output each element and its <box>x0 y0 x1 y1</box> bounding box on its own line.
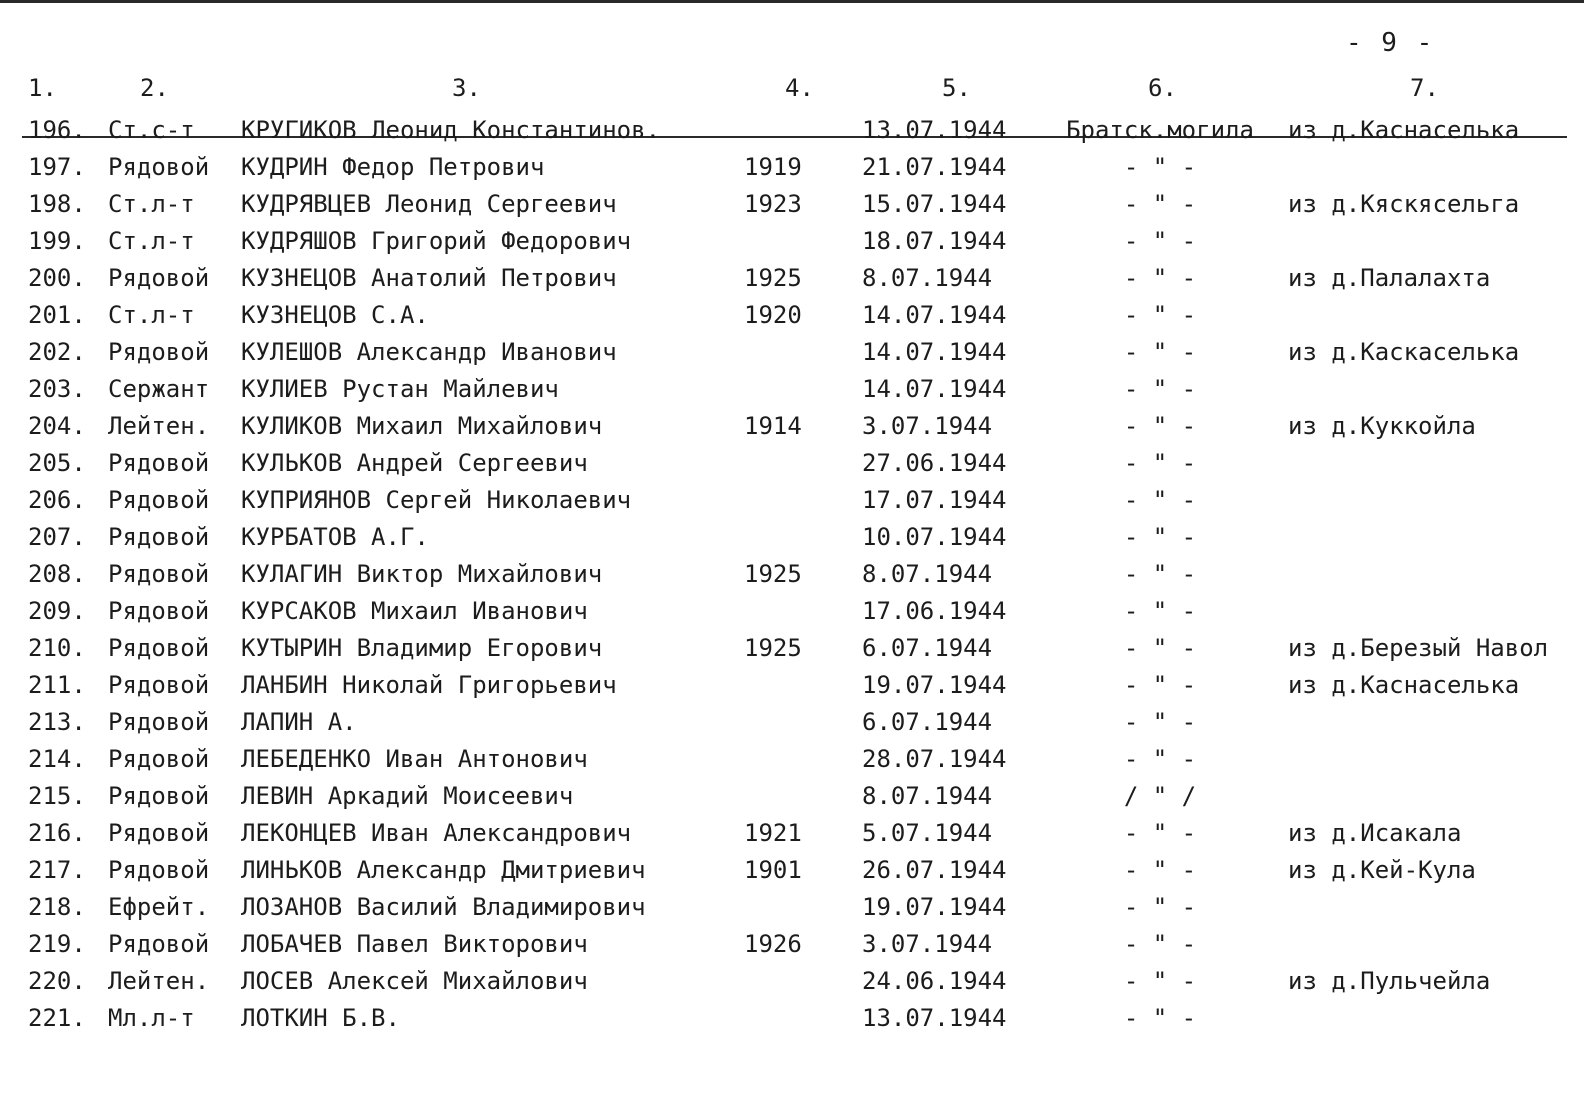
record-row <box>0 371 1584 408</box>
record-burial-place: - " - <box>1123 560 1197 588</box>
record-burial-place: - " - <box>1123 190 1197 218</box>
record-birth-year: 1925 <box>744 634 802 662</box>
column-header-5: 5. <box>942 74 971 102</box>
record-name: КУДРЯВЦЕВ Леонид Сергеевич <box>241 190 617 218</box>
top-edge-rule <box>0 0 1584 3</box>
record-number: 210. <box>28 634 86 662</box>
record-row <box>0 741 1584 778</box>
record-name: ЛОТКИН Б.В. <box>241 1004 400 1032</box>
record-row <box>0 260 1584 297</box>
record-rank: Лейтен. <box>108 967 210 995</box>
record-origin: из д.Пульчейла <box>1288 967 1491 995</box>
record-date: 15.07.1944 <box>862 190 1007 218</box>
record-rank: Рядовой <box>108 745 210 773</box>
record-date: 13.07.1944 <box>862 1004 1007 1032</box>
record-rank: Рядовой <box>108 708 210 736</box>
record-number: 209. <box>28 597 86 625</box>
record-burial-place: - " - <box>1123 634 1197 662</box>
record-rank: Рядовой <box>108 634 210 662</box>
record-birth-year: 1919 <box>744 153 802 181</box>
record-rank: Рядовой <box>108 486 210 514</box>
record-name: КУЛЬКОВ Андрей Сергеевич <box>241 449 588 477</box>
column-header-4: 4. <box>785 74 814 102</box>
record-date: 21.07.1944 <box>862 153 1007 181</box>
column-header-6: 6. <box>1148 74 1177 102</box>
record-number: 220. <box>28 967 86 995</box>
record-row <box>0 112 1584 149</box>
record-burial-place: - " - <box>1123 967 1197 995</box>
column-header-2: 2. <box>140 74 169 102</box>
record-name: КУРСАКОВ Михаил Иванович <box>241 597 588 625</box>
record-rank: Рядовой <box>108 782 210 810</box>
record-name: КУРБАТОВ А.Г. <box>241 523 429 551</box>
record-birth-year: 1921 <box>744 819 802 847</box>
record-burial-place: - " - <box>1123 375 1197 403</box>
record-row <box>0 889 1584 926</box>
record-rank: Ст.л-т <box>108 227 195 255</box>
record-rank: Рядовой <box>108 264 210 292</box>
record-number: 219. <box>28 930 86 958</box>
record-number: 201. <box>28 301 86 329</box>
record-row <box>0 556 1584 593</box>
record-name: КУДРИН Федор Петрович <box>241 153 545 181</box>
record-origin: из д.Каснаселька <box>1288 116 1520 144</box>
record-origin: из д.Каскаселька <box>1288 338 1520 366</box>
record-name: ЛАПИН А. <box>241 708 357 736</box>
record-origin: из д.Куккойла <box>1288 412 1476 440</box>
record-name: ЛОБАЧЕВ Павел Викторович <box>241 930 588 958</box>
record-burial-place: - " - <box>1123 412 1197 440</box>
record-date: 8.07.1944 <box>862 782 993 810</box>
record-rank: Рядовой <box>108 560 210 588</box>
record-birth-year: 1901 <box>744 856 802 884</box>
record-number: 217. <box>28 856 86 884</box>
record-name: КРУГИКОВ Леонид Константинов. <box>241 116 661 144</box>
record-row <box>0 519 1584 556</box>
record-origin: из д.Березый Навол <box>1288 634 1549 662</box>
record-number: 218. <box>28 893 86 921</box>
record-origin: из д.Кей-Кула <box>1288 856 1476 884</box>
column-header-1: 1. <box>28 74 57 102</box>
record-date: 14.07.1944 <box>862 301 1007 329</box>
record-date: 27.06.1944 <box>862 449 1007 477</box>
record-row <box>0 852 1584 889</box>
record-burial-place: - " - <box>1123 486 1197 514</box>
record-burial-place: - " - <box>1123 745 1197 773</box>
record-number: 211. <box>28 671 86 699</box>
record-row <box>0 334 1584 371</box>
record-row <box>0 445 1584 482</box>
record-birth-year: 1925 <box>744 560 802 588</box>
record-name: ЛЕВИН Аркадий Моисеевич <box>241 782 574 810</box>
record-date: 3.07.1944 <box>862 412 993 440</box>
record-burial-place: - " - <box>1123 449 1197 477</box>
record-date: 8.07.1944 <box>862 264 993 292</box>
record-row <box>0 704 1584 741</box>
record-date: 14.07.1944 <box>862 375 1007 403</box>
record-date: 13.07.1944 <box>862 116 1007 144</box>
record-name: КУЛИКОВ Михаил Михайлович <box>241 412 603 440</box>
record-date: 6.07.1944 <box>862 634 993 662</box>
record-row <box>0 1000 1584 1037</box>
record-row <box>0 778 1584 815</box>
record-birth-year: 1925 <box>744 264 802 292</box>
record-name: КУЛЕШОВ Александр Иванович <box>241 338 617 366</box>
record-name: КУЗНЕЦОВ С.А. <box>241 301 429 329</box>
record-name: КУПРИЯНОВ Сергей Николаевич <box>241 486 632 514</box>
record-rank: Сержант <box>108 375 210 403</box>
record-number: 196. <box>28 116 86 144</box>
record-number: 208. <box>28 560 86 588</box>
record-date: 14.07.1944 <box>862 338 1007 366</box>
record-origin: из д.Исакала <box>1288 819 1462 847</box>
record-date: 26.07.1944 <box>862 856 1007 884</box>
record-burial-place: - " - <box>1123 523 1197 551</box>
record-date: 3.07.1944 <box>862 930 993 958</box>
record-row <box>0 963 1584 1000</box>
page-number: - 9 - <box>1346 28 1435 58</box>
record-origin: из д.Кяскясельга <box>1288 190 1520 218</box>
record-origin: из д.Каснаселька <box>1288 671 1520 699</box>
column-header-3: 3. <box>452 74 481 102</box>
record-number: 198. <box>28 190 86 218</box>
record-date: 17.06.1944 <box>862 597 1007 625</box>
record-rank: Рядовой <box>108 338 210 366</box>
record-row <box>0 149 1584 186</box>
record-date: 19.07.1944 <box>862 893 1007 921</box>
record-rank: Рядовой <box>108 597 210 625</box>
record-row <box>0 815 1584 852</box>
record-burial-place: - " - <box>1123 153 1197 181</box>
record-rank: Рядовой <box>108 819 210 847</box>
record-burial-place: - " - <box>1123 930 1197 958</box>
record-number: 205. <box>28 449 86 477</box>
record-rank: Ст.л-т <box>108 190 195 218</box>
record-number: 200. <box>28 264 86 292</box>
record-burial-place: - " - <box>1123 597 1197 625</box>
record-number: 221. <box>28 1004 86 1032</box>
record-rank: Рядовой <box>108 671 210 699</box>
record-number: 202. <box>28 338 86 366</box>
record-rank: Лейтен. <box>108 412 210 440</box>
record-number: 213. <box>28 708 86 736</box>
record-burial-place: - " - <box>1123 301 1197 329</box>
record-row <box>0 186 1584 223</box>
record-row <box>0 667 1584 704</box>
record-row <box>0 926 1584 963</box>
record-row <box>0 408 1584 445</box>
record-birth-year: 1926 <box>744 930 802 958</box>
record-row <box>0 482 1584 519</box>
record-rank: Мл.л-т <box>108 1004 195 1032</box>
record-date: 8.07.1944 <box>862 560 993 588</box>
record-burial-place: - " - <box>1123 1004 1197 1032</box>
record-row <box>0 630 1584 667</box>
record-rank: Рядовой <box>108 930 210 958</box>
record-burial-place: - " - <box>1123 227 1197 255</box>
record-number: 216. <box>28 819 86 847</box>
record-rank: Ст.л-т <box>108 301 195 329</box>
record-name: ЛЕКОНЦЕВ Иван Александрович <box>241 819 632 847</box>
record-name: ЛОЗАНОВ Василий Владимирович <box>241 893 646 921</box>
record-burial-place: - " - <box>1123 338 1197 366</box>
record-burial-place: Братск.могила <box>1066 116 1254 144</box>
column-header-7: 7. <box>1410 74 1439 102</box>
record-burial-place: / " / <box>1123 782 1197 810</box>
record-number: 207. <box>28 523 86 551</box>
record-date: 10.07.1944 <box>862 523 1007 551</box>
record-number: 203. <box>28 375 86 403</box>
record-name: ЛОСЕВ Алексей Михайлович <box>241 967 588 995</box>
record-burial-place: - " - <box>1123 819 1197 847</box>
record-rank: Ст.с-т <box>108 116 195 144</box>
record-name: КУЗНЕЦОВ Анатолий Петрович <box>241 264 617 292</box>
record-row <box>0 223 1584 260</box>
record-date: 19.07.1944 <box>862 671 1007 699</box>
record-date: 17.07.1944 <box>862 486 1007 514</box>
record-name: КУТЫРИН Владимир Егорович <box>241 634 603 662</box>
record-burial-place: - " - <box>1123 708 1197 736</box>
record-name: КУЛАГИН Виктор Михайлович <box>241 560 603 588</box>
record-burial-place: - " - <box>1123 671 1197 699</box>
column-header-row <box>0 66 1584 102</box>
record-rank: Рядовой <box>108 153 210 181</box>
record-date: 28.07.1944 <box>862 745 1007 773</box>
record-burial-place: - " - <box>1123 264 1197 292</box>
record-row <box>0 297 1584 334</box>
record-number: 199. <box>28 227 86 255</box>
record-date: 24.06.1944 <box>862 967 1007 995</box>
record-rank: Рядовой <box>108 523 210 551</box>
record-rank: Ефрейт. <box>108 893 210 921</box>
record-origin: из д.Палалахта <box>1288 264 1491 292</box>
record-name: ЛЕБЕДЕНКО Иван Антонович <box>241 745 588 773</box>
record-burial-place: - " - <box>1123 893 1197 921</box>
record-date: 18.07.1944 <box>862 227 1007 255</box>
record-birth-year: 1923 <box>744 190 802 218</box>
record-name: ЛАНБИН Николай Григорьевич <box>241 671 617 699</box>
record-burial-place: - " - <box>1123 856 1197 884</box>
record-name: ЛИНЬКОВ Александр Дмитриевич <box>241 856 646 884</box>
record-name: КУДРЯШОВ Григорий Федорович <box>241 227 632 255</box>
record-rank: Рядовой <box>108 856 210 884</box>
record-birth-year: 1914 <box>744 412 802 440</box>
record-name: КУЛИЕВ Рустан Майлевич <box>241 375 559 403</box>
record-number: 204. <box>28 412 86 440</box>
record-number: 214. <box>28 745 86 773</box>
record-number: 215. <box>28 782 86 810</box>
record-row <box>0 593 1584 630</box>
record-date: 5.07.1944 <box>862 819 993 847</box>
record-date: 6.07.1944 <box>862 708 993 736</box>
record-number: 197. <box>28 153 86 181</box>
record-number: 206. <box>28 486 86 514</box>
record-birth-year: 1920 <box>744 301 802 329</box>
record-rank: Рядовой <box>108 449 210 477</box>
